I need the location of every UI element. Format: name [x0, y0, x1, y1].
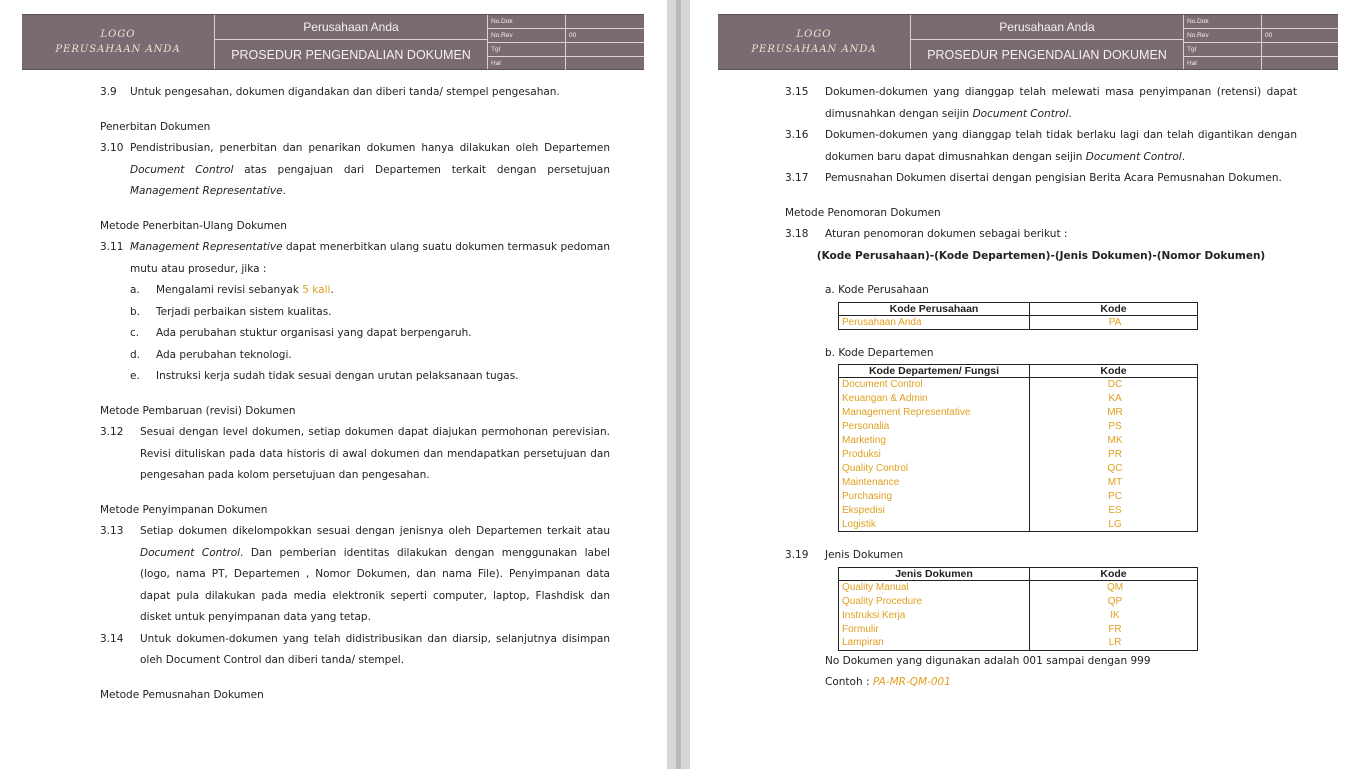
clause-3-12: [100, 422, 610, 487]
section-heading: Metode Pemusnahan Dokumen: [100, 688, 264, 701]
meta-key: Hal: [488, 57, 566, 70]
list-item: b. Terjadi perbaikan sistem kualitas.: [130, 305, 332, 318]
code-cell: QM: [1030, 580, 1198, 594]
table-row: [839, 392, 1198, 406]
meta-value: [1262, 43, 1338, 56]
table-row: [839, 518, 1198, 532]
clause-3-14: [100, 629, 610, 672]
code-cell: LG: [1030, 518, 1198, 532]
column-header: Kode Perusahaan: [839, 302, 1030, 315]
name-cell: Document Control: [839, 378, 1030, 392]
company-code-table: [838, 302, 1198, 330]
meta-key: Hal: [1184, 57, 1262, 70]
meta-key: Tgl: [1184, 43, 1262, 56]
table-label: a. Kode Perusahaan: [825, 284, 929, 296]
name-cell: Purchasing: [839, 490, 1030, 504]
clause-3-11: [100, 237, 610, 280]
table-row: [839, 434, 1198, 448]
department-code-table: [838, 364, 1198, 532]
document-type-table: [838, 567, 1198, 651]
name-cell: Quality Manual: [839, 580, 1030, 594]
logo-line-2: PERUSAHAAN ANDA: [55, 44, 181, 55]
clause-text: Setiap dokumen dikelompokkan sesuai dengan jenisnya oleh Departemen terkait atau Document Control. Dan pemberian identitas dilakukan dengan menggunakan label (logo, nama PT, Departemen , Nomor Dokumen, dan nama File). Penyimpanan data dapat pula dilakukan pada media elektronik seperti computer, laptop, Flashdisk dan disket untuk penyimpanan data yang tetap.: [140, 525, 610, 623]
table-row: [839, 490, 1198, 504]
code-cell: IK: [1030, 608, 1198, 622]
meta-value: [1262, 57, 1338, 70]
document-body-right: [785, 82, 1297, 694]
name-cell: Maintenance: [839, 476, 1030, 490]
number-range-note: No Dokumen yang digunakan adalah 001 sampai dengan 999: [825, 654, 1151, 667]
table-row: [839, 406, 1198, 420]
table-row: [839, 504, 1198, 518]
section-heading: Metode Penyimpanan Dokumen: [100, 503, 268, 516]
document-meta: [1184, 15, 1338, 69]
clause-text: Untuk dokumen-dokumen yang telah didistribusikan dan diarsip, selanjutnya disimpan oleh Document Control dan diberi tanda/ stempel.: [140, 632, 610, 666]
example-line: Contoh : PA-MR-QM-001: [825, 676, 951, 688]
document-header: [22, 14, 644, 70]
clause-text: Jenis Dokumen: [825, 549, 904, 561]
clause-number: 3.14: [100, 632, 124, 645]
logo-line-2: PERUSAHAAN ANDA: [751, 44, 877, 55]
numbering-formula: (Kode Perusahaan)-(Kode Departemen)-(Jenis Dokumen)-(Nomor Dokumen): [816, 249, 1266, 262]
code-cell: MT: [1030, 476, 1198, 490]
clause-number: 3.11: [100, 241, 124, 253]
code-cell: PC: [1030, 490, 1198, 504]
clause-text: Aturan penomoran dokumen sebagai berikut :: [825, 228, 1068, 240]
section-heading: Penerbitan Dokumen: [100, 120, 211, 133]
table-row: [839, 448, 1198, 462]
meta-key: No.Dok: [1184, 15, 1262, 28]
name-cell: Instruksi Kerja: [839, 608, 1030, 622]
code-cell: PS: [1030, 420, 1198, 434]
column-header: Jenis Dokumen: [839, 567, 1030, 580]
clause-text: Management Representative dapat menerbitkan ulang suatu dokumen termasuk pedoman mutu atau prosedur, jika :: [130, 241, 610, 275]
clause-number: 3.19: [785, 549, 809, 561]
clause-3-9: [100, 82, 610, 104]
meta-key: No.Rev: [488, 29, 566, 42]
meta-value: 00: [569, 32, 577, 39]
section-heading: Metode Penomoran Dokumen: [785, 206, 941, 219]
table-row: [839, 622, 1198, 636]
clause-number: 3.16: [785, 129, 809, 141]
column-header: Kode: [1030, 365, 1198, 378]
clause-3-10: [100, 138, 610, 203]
name-cell: Keuangan & Admin: [839, 392, 1030, 406]
table-row: [839, 315, 1198, 329]
document-body-left: [100, 82, 610, 706]
code-cell: ES: [1030, 504, 1198, 518]
code-cell: PA: [1030, 315, 1198, 329]
meta-key: No.Dok: [488, 15, 566, 28]
clause-number: 3.13: [100, 525, 124, 537]
company-logo: [718, 15, 911, 69]
name-cell: Personalia: [839, 420, 1030, 434]
meta-key: No.Rev: [1184, 29, 1262, 42]
code-cell: DC: [1030, 378, 1198, 392]
code-cell: QP: [1030, 594, 1198, 608]
example-value: PA-MR-QM-001: [872, 676, 951, 688]
name-cell: Perusahaan Anda: [839, 315, 1030, 329]
name-cell: Formulir: [839, 622, 1030, 636]
table-row: [839, 378, 1198, 392]
section-heading: Metode Penerbitan-Ulang Dokumen: [100, 219, 287, 232]
meta-key: Tgl: [488, 43, 566, 56]
clause-number: 3.18: [785, 228, 809, 240]
name-cell: Logistik: [839, 518, 1030, 532]
column-header: Kode: [1030, 302, 1198, 315]
company-name: Perusahaan Anda: [215, 15, 487, 40]
name-cell: Quality Control: [839, 462, 1030, 476]
list-item: a. Mengalami revisi sebanyak 5 kali.: [130, 284, 334, 296]
list-item: c. Ada perubahan stuktur organisasi yang dapat berpengaruh.: [130, 327, 472, 339]
meta-value: [1262, 15, 1338, 28]
column-header: Kode Departemen/ Fungsi: [839, 365, 1030, 378]
clause-3-19: [785, 545, 1297, 567]
clause-3-15: [785, 82, 1297, 125]
meta-value: [566, 57, 644, 70]
clause-text: Dokumen-dokumen yang dianggap telah melewati masa penyimpanan (retensi) dapat dimusnahkan dengan seijin Document Control.: [825, 86, 1297, 120]
name-cell: Management Representative: [839, 406, 1030, 420]
code-cell: MR: [1030, 406, 1198, 420]
clause-number: 3.15: [785, 86, 809, 98]
document-meta: [488, 15, 644, 69]
table-row: [839, 580, 1198, 594]
section-heading: Metode Pembaruan (revisi) Dokumen: [100, 404, 296, 417]
meta-value: [566, 43, 644, 56]
clause-number: 3.17: [785, 172, 809, 184]
clause-text: Pemusnahan Dokumen disertai dengan pengisian Berita Acara Pemusnahan Dokumen.: [825, 172, 1282, 184]
clause-number: 3.9: [100, 86, 117, 98]
document-title: PROSEDUR PENGENDALIAN DOKUMEN: [231, 48, 471, 62]
code-cell: QC: [1030, 462, 1198, 476]
code-cell: KA: [1030, 392, 1198, 406]
code-cell: PR: [1030, 448, 1198, 462]
table-row: [839, 462, 1198, 476]
company-logo: [22, 15, 215, 69]
table-row: [839, 476, 1198, 490]
name-cell: Produksi: [839, 448, 1030, 462]
meta-value: 00: [1265, 32, 1273, 39]
code-cell: MK: [1030, 434, 1198, 448]
name-cell: Lampiran: [839, 636, 1030, 650]
table-row: [839, 636, 1198, 650]
logo-line-1: LOGO: [796, 29, 832, 40]
list-item: d. Ada perubahan teknologi.: [130, 348, 292, 361]
name-cell: Ekspedisi: [839, 504, 1030, 518]
clause-number: 3.12: [100, 426, 124, 438]
clause-text: Pendistribusian, penerbitan dan penarikan dokumen hanya dilakukan oleh Departemen Document Control atas pengajuan dari Departemen terkait dengan persetujuan Management Representative.: [130, 142, 610, 197]
clause-3-17: [785, 168, 1297, 190]
name-cell: Marketing: [839, 434, 1030, 448]
document-title: PROSEDUR PENGENDALIAN DOKUMEN: [927, 48, 1167, 62]
clause-text: Dokumen-dokumen yang dianggap telah tidak berlaku lagi dan telah digantikan dengan dokumen baru dapat dimusnahkan dengan seijin Document Control.: [825, 129, 1297, 163]
clause-3-16: [785, 125, 1297, 168]
document-page-right: [690, 0, 1365, 769]
table-row: [839, 420, 1198, 434]
code-cell: FR: [1030, 622, 1198, 636]
clause-3-13: [100, 521, 610, 629]
column-header: Kode: [1030, 567, 1198, 580]
clause-number: 3.10: [100, 142, 124, 154]
clause-3-18: [785, 224, 1297, 246]
table-row: [839, 608, 1198, 622]
document-page-left: [0, 0, 667, 769]
code-cell: LR: [1030, 636, 1198, 650]
list-item: e. Instruksi kerja sudah tidak sesuai dengan urutan pelaksanaan tugas.: [130, 370, 519, 382]
page-divider: [667, 0, 690, 769]
document-header: [718, 14, 1338, 70]
clause-text: Sesuai dengan level dokumen, setiap dokumen dapat diajukan permohonan perevisian. Revisi dituliskan pada data historis di awal dokumen dan mendapatkan persetujuan dan pengesahan pada kolom persetujuan dan pengesahan.: [140, 426, 610, 481]
logo-line-1: LOGO: [100, 29, 136, 40]
table-row: [839, 594, 1198, 608]
company-name: Perusahaan Anda: [911, 15, 1183, 40]
table-label: b. Kode Departemen: [825, 346, 934, 359]
clause-text: Untuk pengesahan, dokumen digandakan dan diberi tanda/ stempel pengesahan.: [130, 86, 560, 98]
name-cell: Quality Procedure: [839, 594, 1030, 608]
meta-value: [566, 15, 644, 28]
